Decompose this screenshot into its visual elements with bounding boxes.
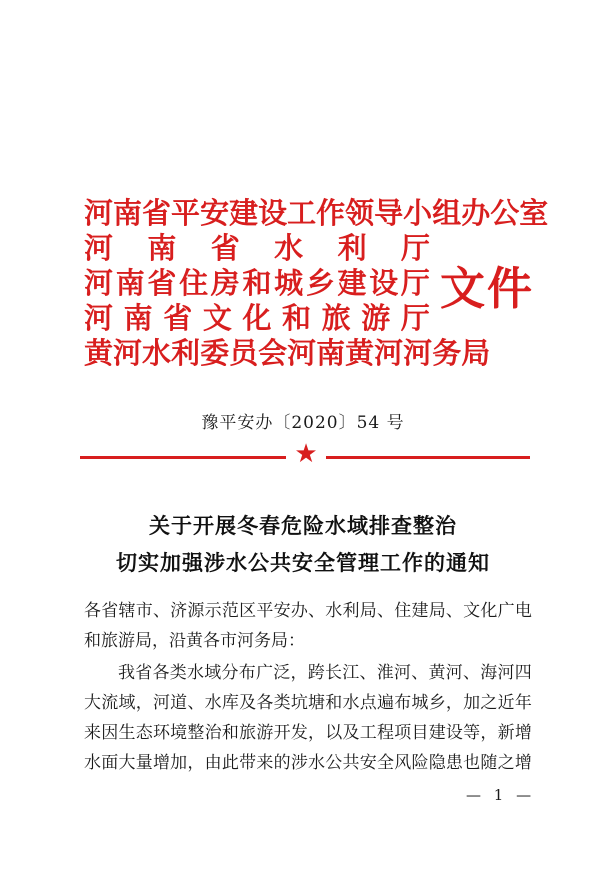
text-char: 近 bbox=[497, 693, 515, 713]
agency-char: 局 bbox=[461, 336, 491, 370]
text-char: 此 bbox=[221, 753, 239, 773]
body-line bbox=[84, 748, 532, 778]
agency-char: 水 bbox=[274, 231, 304, 265]
text-char: 河 bbox=[152, 693, 170, 713]
text-char: 源 bbox=[187, 601, 205, 621]
agency-char: 办 bbox=[461, 196, 491, 230]
text-char: 局 bbox=[428, 601, 446, 621]
text-char: 增 bbox=[514, 753, 532, 773]
text-char: 分 bbox=[221, 663, 239, 683]
text-char: 开 bbox=[273, 723, 291, 743]
agency-line bbox=[84, 336, 491, 371]
agency-char: 南 bbox=[316, 336, 346, 370]
document-number: 豫平安办〔2020〕54 号 bbox=[201, 413, 405, 433]
text-char: 建 bbox=[411, 601, 429, 621]
text-char: 住 bbox=[394, 601, 412, 621]
text-char: 、 bbox=[445, 601, 463, 621]
text-char: 加 bbox=[170, 753, 188, 773]
body-paragraph bbox=[84, 658, 532, 778]
text-char: 、 bbox=[308, 601, 326, 621]
text-char: 布 bbox=[238, 663, 256, 683]
agency-char: 和 bbox=[242, 266, 272, 300]
text-char: 泛 bbox=[273, 663, 291, 683]
agency-char: 游 bbox=[361, 301, 391, 335]
text-char: 年 bbox=[514, 693, 532, 713]
text-char: 大 bbox=[118, 753, 136, 773]
text-char: 、 bbox=[359, 663, 377, 683]
text-char: 类 bbox=[273, 693, 291, 713]
agency-char: 安 bbox=[200, 196, 230, 230]
text-char: 域 bbox=[118, 693, 136, 713]
text-char: 患 bbox=[445, 753, 463, 773]
text-char: 公 bbox=[325, 753, 343, 773]
divider-line-left bbox=[80, 456, 286, 459]
agency-char: 小 bbox=[403, 196, 433, 230]
agency-line bbox=[84, 266, 430, 301]
text-char: 发 bbox=[290, 723, 308, 743]
text-char: 由 bbox=[204, 753, 222, 773]
text-char: 省 bbox=[101, 601, 119, 621]
body-line bbox=[84, 658, 532, 688]
text-char: 生 bbox=[118, 723, 136, 743]
text-char: 之 bbox=[480, 693, 498, 713]
document-type-label: 文件 bbox=[440, 262, 535, 315]
recipients-paragraph bbox=[84, 596, 532, 656]
agency-char: 组 bbox=[432, 196, 462, 230]
text-char: 乡 bbox=[428, 693, 446, 713]
text-char: 局 bbox=[359, 601, 377, 621]
agency-char: 河 bbox=[403, 336, 433, 370]
text-char: ， bbox=[187, 753, 205, 773]
title-line-1: 关于开展冬春危险水域排查整治 bbox=[149, 513, 457, 538]
agency-char: 化 bbox=[242, 301, 272, 335]
agency-line bbox=[84, 231, 430, 266]
text-char: 水 bbox=[84, 753, 101, 773]
text-char: 面 bbox=[101, 753, 119, 773]
agency-char: 住 bbox=[179, 266, 209, 300]
text-char: 示 bbox=[204, 601, 222, 621]
text-char: ， bbox=[290, 663, 308, 683]
text-char: 环 bbox=[152, 723, 170, 743]
text-char: 建 bbox=[428, 723, 446, 743]
text-char: 库 bbox=[221, 693, 239, 713]
text-char: 城 bbox=[411, 693, 429, 713]
text-char: 加 bbox=[463, 693, 481, 713]
agency-char: 省 bbox=[147, 266, 177, 300]
agency-char: 黄 bbox=[345, 336, 375, 370]
red-divider bbox=[80, 439, 530, 469]
agency-char: 设 bbox=[369, 266, 399, 300]
text-char: 我 bbox=[118, 663, 135, 683]
text-char: 水 bbox=[325, 601, 343, 621]
agency-char: 河 bbox=[84, 301, 114, 335]
text-char: 办 bbox=[290, 601, 308, 621]
agency-char: 黄 bbox=[84, 336, 114, 370]
text-char: 因 bbox=[101, 723, 119, 743]
text-char: 文 bbox=[463, 601, 481, 621]
agency-char: 平 bbox=[171, 196, 201, 230]
agency-char: 会 bbox=[258, 336, 288, 370]
text-char: 及 bbox=[239, 693, 257, 713]
agency-char: 厅 bbox=[400, 266, 430, 300]
text-char: 安 bbox=[359, 753, 377, 773]
text-char: ， bbox=[445, 693, 463, 713]
recipients-line bbox=[84, 596, 532, 626]
text-char: 及 bbox=[342, 723, 360, 743]
text-char: 全 bbox=[376, 753, 394, 773]
text-char: 域 bbox=[204, 663, 222, 683]
title-line-2: 切实加强涉水公共安全管理工作的通知 bbox=[116, 550, 490, 575]
text-char: 四 bbox=[514, 663, 532, 683]
agency-char: 建 bbox=[229, 196, 259, 230]
text-char: 增 bbox=[152, 753, 170, 773]
text-char: 目 bbox=[411, 723, 429, 743]
text-char: 增 bbox=[514, 723, 532, 743]
text-char: 坑 bbox=[290, 693, 308, 713]
text-char: 来 bbox=[256, 753, 274, 773]
text-char: 境 bbox=[170, 723, 188, 743]
text-char: 带 bbox=[239, 753, 257, 773]
agency-char: 委 bbox=[200, 336, 230, 370]
text-char: 河 bbox=[497, 663, 515, 683]
text-char: 各 bbox=[84, 601, 101, 621]
agency-char: 河 bbox=[84, 266, 114, 300]
text-char: 各 bbox=[256, 693, 274, 713]
text-char: 布 bbox=[394, 693, 412, 713]
text-char: 跨 bbox=[307, 663, 325, 683]
agency-char: 水 bbox=[142, 336, 172, 370]
agency-char: 利 bbox=[337, 231, 367, 265]
agency-char: 河 bbox=[113, 336, 143, 370]
text-char: 也 bbox=[463, 753, 481, 773]
text-char: 等 bbox=[463, 723, 481, 743]
body-line bbox=[84, 688, 532, 718]
text-char: 广 bbox=[256, 663, 273, 683]
text-char: 水 bbox=[204, 693, 222, 713]
text-char: 市 bbox=[135, 601, 153, 621]
text-char: 工 bbox=[359, 723, 377, 743]
text-char: 点 bbox=[359, 693, 377, 713]
text-char: 河 bbox=[394, 663, 411, 683]
agency-char: 厅 bbox=[400, 231, 430, 265]
text-char: 共 bbox=[342, 753, 360, 773]
text-char: 新 bbox=[497, 723, 515, 743]
page-number: — 1 — bbox=[466, 786, 536, 804]
text-char: 险 bbox=[411, 753, 429, 773]
text-char: 风 bbox=[394, 753, 412, 773]
agency-char: 南 bbox=[147, 231, 177, 265]
text-char: 区 bbox=[239, 601, 257, 621]
text-char: 济 bbox=[170, 601, 188, 621]
agency-char: 导 bbox=[374, 196, 404, 230]
agency-char: 建 bbox=[337, 266, 367, 300]
agency-char: 利 bbox=[171, 336, 201, 370]
agency-char: 领 bbox=[345, 196, 375, 230]
agency-char: 房 bbox=[210, 266, 240, 300]
agency-char: 南 bbox=[115, 266, 145, 300]
text-char: 河 bbox=[445, 663, 463, 683]
text-char: 利 bbox=[342, 601, 360, 621]
text-char: 治 bbox=[204, 723, 222, 743]
agency-char: 和 bbox=[282, 301, 312, 335]
agency-char: 省 bbox=[163, 301, 193, 335]
text-char: 、 bbox=[411, 663, 429, 683]
text-char: 长 bbox=[325, 663, 342, 683]
text-char: ， bbox=[308, 723, 326, 743]
agency-char: 乡 bbox=[305, 266, 335, 300]
text-char: 黄 bbox=[428, 663, 446, 683]
text-char: 和 bbox=[221, 723, 239, 743]
agency-char: 工 bbox=[287, 196, 317, 230]
text-char: 之 bbox=[497, 753, 515, 773]
agency-char: 河 bbox=[287, 336, 317, 370]
agency-char: 厅 bbox=[400, 301, 430, 335]
agency-char: 室 bbox=[519, 196, 549, 230]
text-char: 电 bbox=[514, 601, 532, 621]
agency-char: 作 bbox=[316, 196, 346, 230]
text-char: 来 bbox=[84, 723, 101, 743]
text-char: 江 bbox=[342, 663, 360, 683]
text-char: 淮 bbox=[376, 663, 394, 683]
text-char: 量 bbox=[135, 753, 153, 773]
body-line bbox=[84, 718, 532, 748]
text-char: 广 bbox=[497, 601, 515, 621]
text-char: 、 bbox=[376, 601, 394, 621]
agency-char: 设 bbox=[258, 196, 288, 230]
text-char: 海 bbox=[480, 663, 498, 683]
text-char: 水 bbox=[308, 753, 326, 773]
text-char: 范 bbox=[221, 601, 239, 621]
text-char: 流 bbox=[101, 693, 119, 713]
text-char: 隐 bbox=[428, 753, 446, 773]
star-icon: ★ bbox=[294, 439, 318, 469]
text-char: 的 bbox=[273, 753, 291, 773]
text-char: 遍 bbox=[376, 693, 394, 713]
text-char: 平 bbox=[256, 601, 274, 621]
agency-char: 河 bbox=[374, 336, 404, 370]
agency-char: 员 bbox=[229, 336, 259, 370]
text-char: 设 bbox=[445, 723, 463, 743]
text-char: 辖 bbox=[118, 601, 136, 621]
agency-char: 南 bbox=[123, 301, 153, 335]
agency-char: 河 bbox=[84, 231, 114, 265]
text-char: ， bbox=[480, 723, 498, 743]
text-char: 塘 bbox=[308, 693, 326, 713]
divider-line-right bbox=[326, 456, 530, 459]
recipients-line: 和旅游局，沿黄各市河务局： bbox=[84, 631, 305, 651]
text-char: 类 bbox=[169, 663, 187, 683]
text-char: 道 bbox=[170, 693, 188, 713]
text-char: 涉 bbox=[290, 753, 308, 773]
agency-char: 文 bbox=[202, 301, 232, 335]
text-char: 水 bbox=[342, 693, 360, 713]
agency-line bbox=[84, 301, 430, 336]
text-char: 、 bbox=[463, 663, 480, 683]
agency-char: 公 bbox=[490, 196, 520, 230]
text-char: 省 bbox=[135, 663, 153, 683]
agency-char: 旅 bbox=[321, 301, 351, 335]
text-char: 、 bbox=[187, 693, 205, 713]
text-char: 大 bbox=[84, 693, 101, 713]
text-char: 态 bbox=[135, 723, 153, 743]
agency-char: 务 bbox=[432, 336, 462, 370]
agency-line bbox=[84, 196, 549, 231]
text-char: 游 bbox=[256, 723, 274, 743]
text-char: 、 bbox=[152, 601, 170, 621]
text-char: ， bbox=[135, 693, 153, 713]
text-char: 随 bbox=[480, 753, 498, 773]
agency-char: 省 bbox=[210, 231, 240, 265]
text-char: 项 bbox=[394, 723, 412, 743]
text-char: 程 bbox=[376, 723, 394, 743]
text-char: 各 bbox=[152, 663, 170, 683]
text-char: 以 bbox=[325, 723, 343, 743]
text-char: 安 bbox=[273, 601, 291, 621]
text-char: 化 bbox=[480, 601, 498, 621]
agency-char: 河 bbox=[84, 196, 114, 230]
text-char: 水 bbox=[187, 663, 204, 683]
text-char: 整 bbox=[187, 723, 205, 743]
text-char: 和 bbox=[325, 693, 343, 713]
agency-char: 南 bbox=[113, 196, 143, 230]
agency-char: 省 bbox=[142, 196, 172, 230]
agency-char: 城 bbox=[274, 266, 304, 300]
text-char: 旅 bbox=[239, 723, 257, 743]
